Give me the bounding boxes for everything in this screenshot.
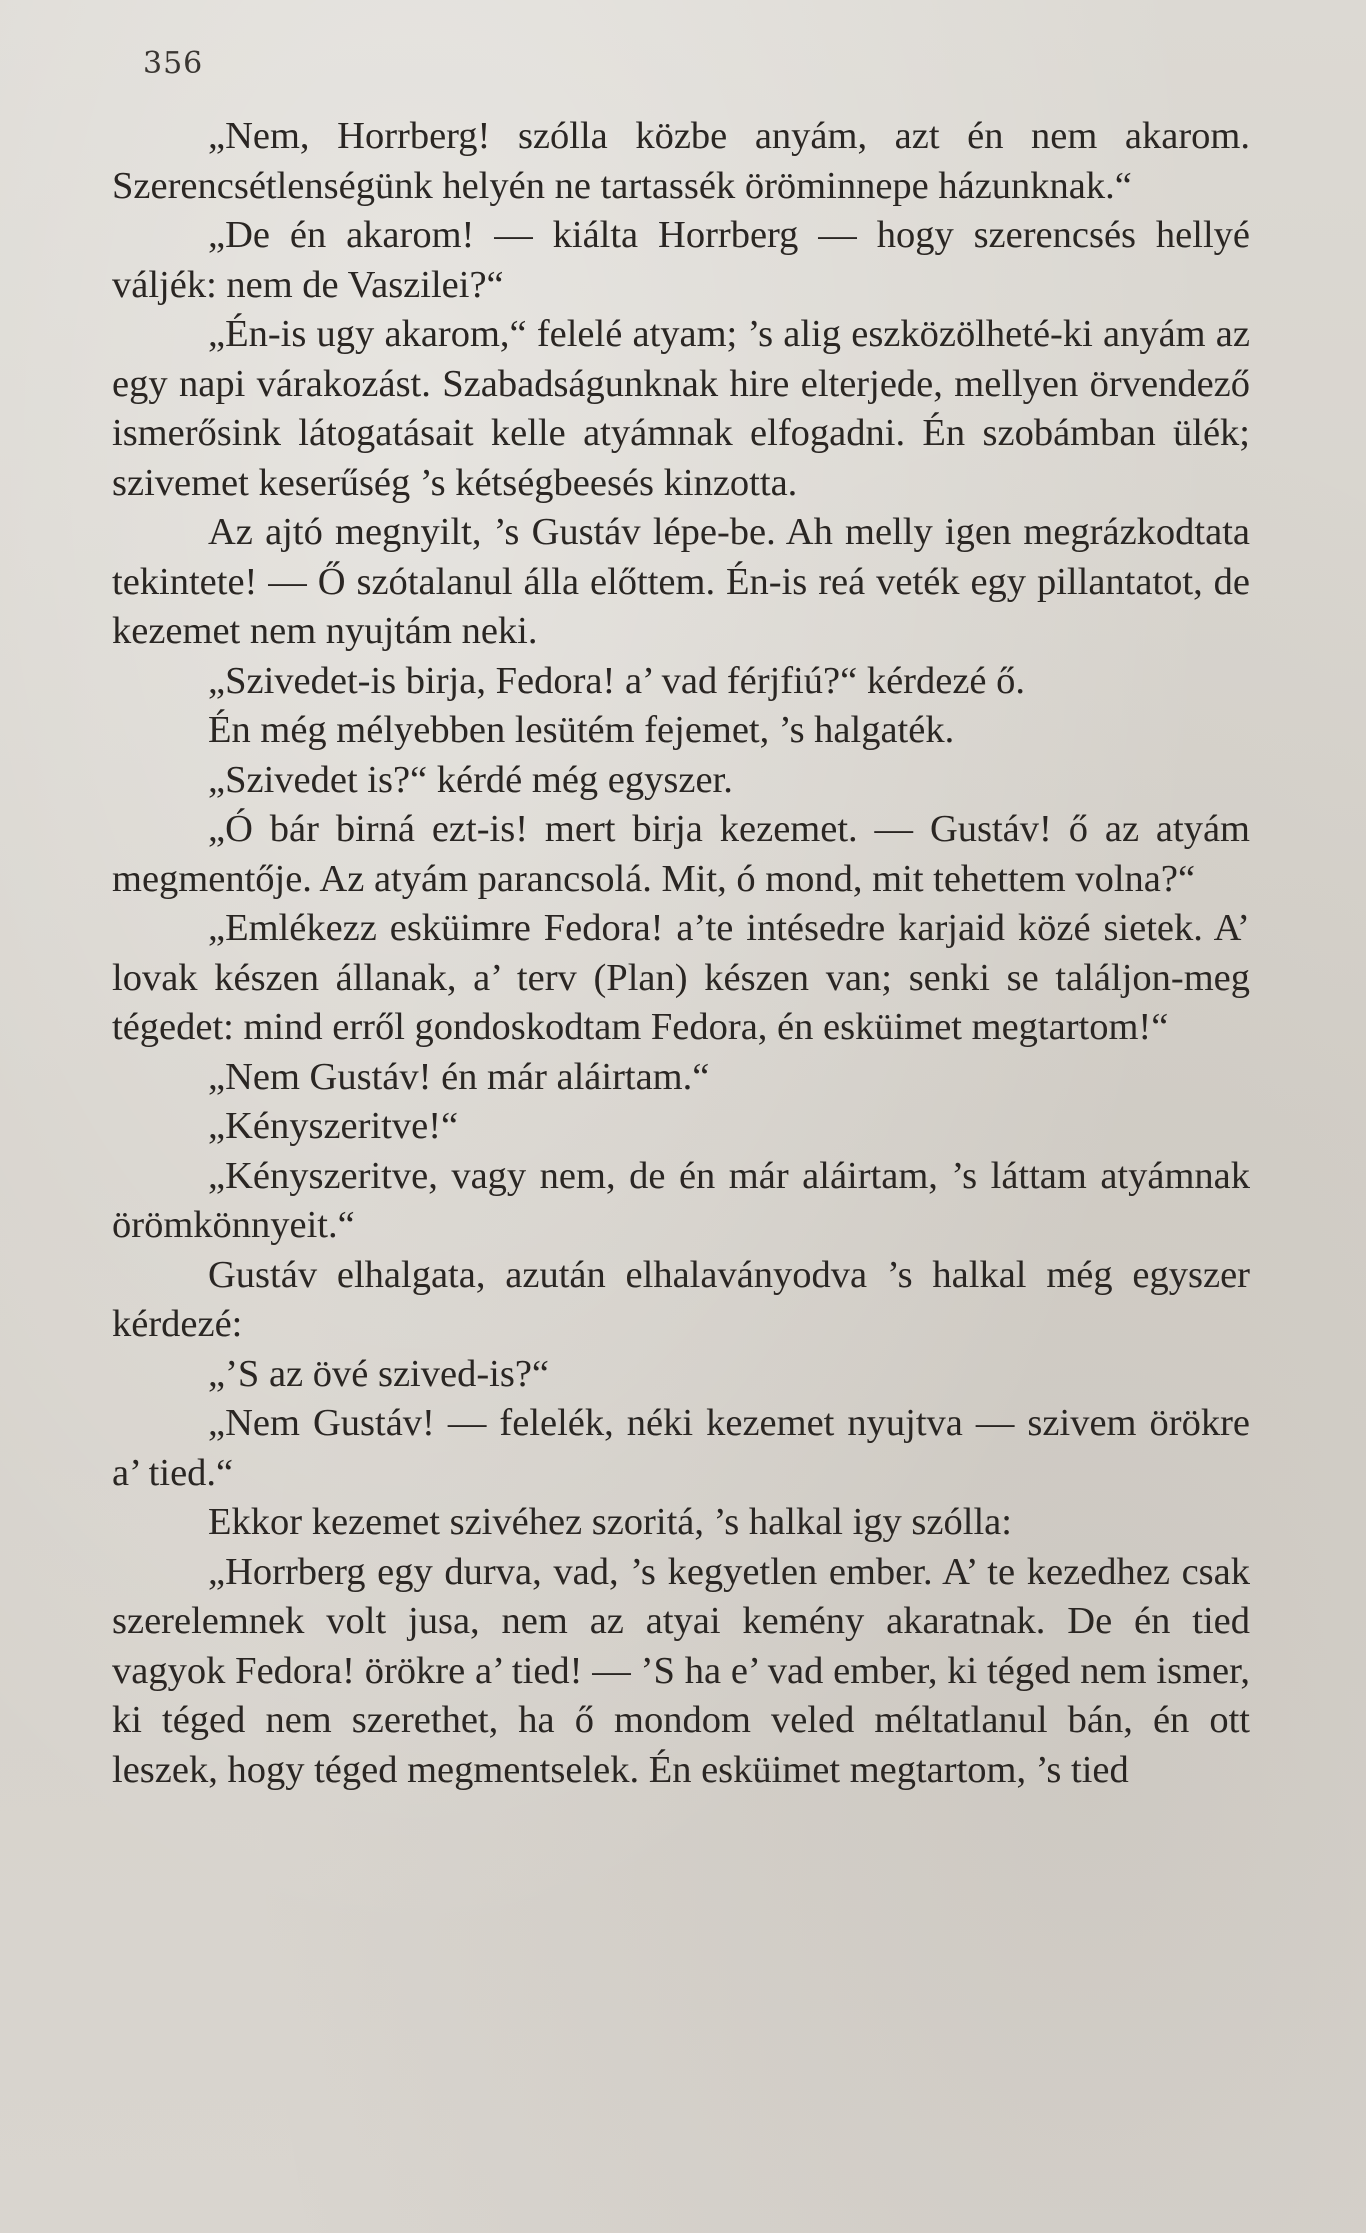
paragraph: „Nem Gustáv! én már aláirtam.“: [208, 1055, 710, 1098]
paragraph: Az ajtó megnyilt, ’s Gustáv lépe-be. Ah melly igen megrázkodtata tekintete! — Ő szótalanul álla előttem. Én-is reá veték egy pillantatot, de kezemet nem nyujtám neki.: [112, 511, 1250, 652]
paragraph: „Emlékezz esküimre Fedora! a’te intésedre karjaid közé sietek. A’ lovak készen állanak, a’ terv (Plan) készen van; senki se találjon-meg tégedet: mind erről gondoskodtam Fedora, én esküimet megtartom!“: [112, 907, 1250, 1048]
paragraph: „Kényszeritve, vagy nem, de én már aláirtam, ’s láttam atyámnak örömkönnyeit.“: [112, 1154, 1250, 1246]
paragraph: „Horrberg egy durva, vad, ’s kegyetlen ember. A’ te kezedhez csak szerelemnek volt jusa, nem az atyai kemény akaratnak. De én tied vagyok Fedora! örökre a’ tied! — ’S ha e’ vad ember, ki téged nem ismer, ki téged nem szerethet, ha ő mondom veled méltatlanul bán, én ott leszek, hogy téged megmentselek. Én esküimet megtartom, ’s tied: [112, 1550, 1250, 1791]
paragraph: „Ó bár birná ezt-is! mert birja kezemet. — Gustáv! ő az atyám megmentője. Az atyám parancsolá. Mit, ó mond, mit tehettem volna?“: [112, 808, 1250, 900]
paragraph: „De én akarom! — kiálta Horrberg — hogy szerencsés hellyé váljék: nem de Vaszilei?“: [112, 214, 1250, 306]
paragraph: Gustáv elhalgata, azután elhalaványodva ’s halkal még egyszer kérdezé:: [112, 1253, 1250, 1345]
page-number: 356: [143, 46, 204, 81]
paragraph: „Nem Gustáv! — felelék, néki kezemet nyujtva — szivem örökre a’ tied.“: [112, 1402, 1250, 1494]
paragraph: „Szivedet-is birja, Fedora! a’ vad férjfiú?“ kérdezé ő.: [208, 659, 1025, 702]
page-body-text: [112, 112, 1250, 1795]
paragraph: „Szivedet is?“ kérdé még egyszer.: [208, 758, 733, 801]
paragraph: „Kényszeritve!“: [208, 1105, 459, 1147]
paragraph: „’S az övé szived-is?“: [208, 1352, 549, 1395]
paragraph: Ekkor kezemet szivéhez szoritá, ’s halkal igy szólla:: [208, 1501, 1012, 1543]
paragraph: „Nem, Horrberg! szólla közbe anyám, azt én nem akarom. Szerencsétlenségünk helyén ne tartassék öröminnepe házunknak.“: [112, 115, 1250, 207]
paragraph: „Én-is ugy akarom,“ felelé atyam; ’s alig eszközölheté-ki anyám az egy napi várakozást. Szabadságunknak hire elterjede, mellyen örvendező ismerősink látogatásait kelle atyámnak elfogadni. Én szobámban ülék; szivemet keserűség ’s kétségbeesés kinzotta.: [112, 313, 1250, 504]
paragraph: Én még mélyebben lesütém fejemet, ’s halgaték.: [208, 709, 955, 751]
